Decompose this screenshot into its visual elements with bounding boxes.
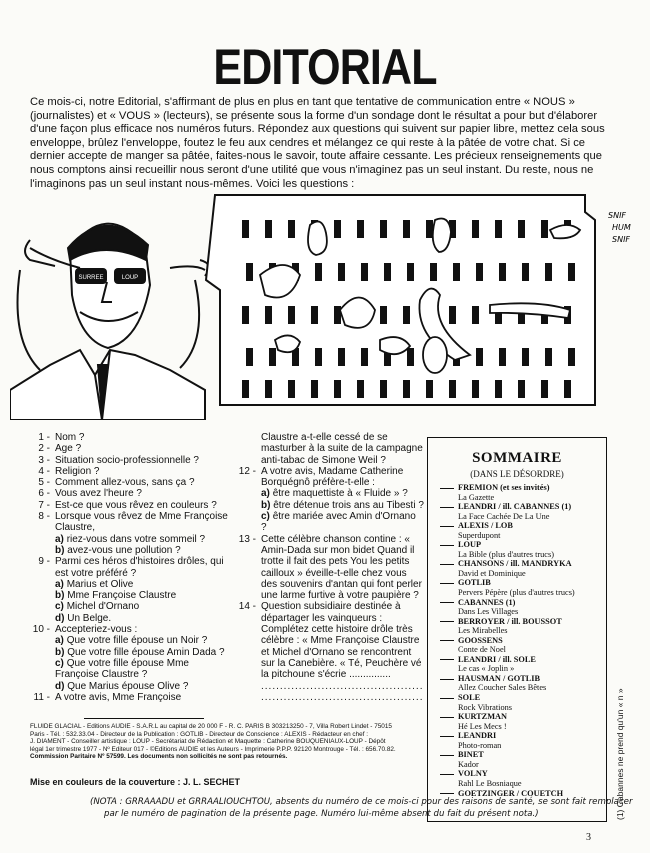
entry-work: La Gazette	[458, 492, 495, 502]
question-number: 4 -	[38, 465, 50, 477]
vertical-footnote-text: (1) Cabannes ne prend qu'un « n »	[615, 688, 625, 820]
question-item	[234, 534, 424, 602]
wall-hole	[269, 348, 276, 366]
question-number: 2 -	[38, 443, 50, 455]
wall-hole	[265, 380, 272, 398]
entry-work: Superdupont	[458, 530, 501, 540]
entry-author: FREMION (et ses invités)	[458, 483, 550, 492]
question-number: 11 -	[33, 691, 50, 703]
wall-hole	[311, 380, 318, 398]
wall-hole	[380, 380, 387, 398]
wall-hole	[265, 306, 272, 324]
question-number: 1 -	[38, 432, 50, 443]
question-item	[234, 466, 424, 534]
intro-line: enveloppe, brûlez l'enveloppe, foutez le feu aux cendres et mélangez ce qui reste à la pâtée de votre chat. Si ce	[30, 136, 586, 149]
sommaire-entry	[428, 693, 606, 703]
answer-dotted-line: ...........................................	[261, 691, 424, 703]
wall-hole	[265, 220, 272, 238]
wall-hole	[518, 220, 525, 238]
question-item	[28, 477, 233, 488]
question-option	[55, 647, 233, 658]
question-text: Comment allez-vous, sans ça ?	[55, 477, 195, 489]
question-item	[28, 556, 233, 624]
wall-hole	[522, 348, 529, 366]
sommaire-entry	[428, 540, 606, 550]
wall-hole	[407, 263, 414, 281]
entry-author: SOLE	[458, 693, 481, 703]
option-text: Mme Françoise Claustre	[67, 590, 177, 602]
wall-hole	[361, 263, 368, 281]
wall-hole	[568, 348, 575, 366]
question-number: 6 -	[38, 488, 50, 500]
entry-work: Allez Coucher Sales Bêtes	[458, 683, 547, 693]
question-option	[261, 500, 424, 511]
entry-dash	[440, 621, 454, 622]
question-text: Lorsque vous rêvez de Mme Françoise Claustre,	[55, 511, 228, 534]
option-text: être détenue trois ans au Tibesti ?	[273, 499, 424, 511]
wall-hole	[499, 263, 506, 281]
page-title: EDITORIAL	[213, 39, 437, 95]
question-text: Situation socio-professionnelle ?	[55, 454, 199, 466]
question-text: Parmi ces héros d'histoires drôles, qui est votre préféré ?	[55, 556, 224, 579]
question-text: Age ?	[55, 443, 82, 455]
divider	[84, 718, 204, 719]
entry-author: LEANDRI	[458, 731, 497, 741]
question-text: Cette célèbre chanson contine : « Amin-Dada sur mon bidet Quand il trotte il fait des pets You les petits cailloux » éveille-t-elle chez vous des souvenirs d'antan qui font perler une larme furtive à votre paupière ?	[261, 533, 422, 602]
question-number: 10 -	[32, 624, 50, 636]
intro-line: Ce mois-ci, notre Editorial, s'affirmant de plus en plus en tant que tentative de communication entre « NOUS »	[30, 96, 575, 108]
wall-hole	[568, 263, 575, 281]
question-item	[28, 500, 233, 511]
wall-hole	[242, 220, 249, 238]
wall-hole	[472, 220, 479, 238]
question-number: 12 -	[238, 465, 256, 477]
option-text: Que votre fille épouse Mme Françoise Claustre ?	[55, 657, 189, 681]
question-text: Accepteriez-vous :	[55, 624, 138, 636]
question-number: 3 -	[38, 454, 50, 466]
wall-hole	[242, 380, 249, 398]
wall-hole	[476, 348, 483, 366]
note-line: par le numéro de pagination de la présente page. Numéro lui-même absent du fait du présent nota.)	[104, 809, 539, 819]
wall-hole	[246, 263, 253, 281]
wall-hole	[449, 380, 456, 398]
wall-hole	[522, 263, 529, 281]
entry-author: KURTZMAN	[458, 712, 508, 722]
sommaire-entry	[428, 502, 606, 512]
entry-work: Rock Vibrations	[458, 702, 512, 712]
sommaire-list	[428, 483, 606, 798]
entry-dash	[440, 583, 454, 584]
entry-author: ALEXIS / LOB	[458, 521, 513, 531]
option-text: Marius et Olive	[66, 578, 134, 590]
option-letter: d)	[55, 680, 65, 692]
wall-hole	[311, 306, 318, 324]
sommaire-entry	[428, 578, 606, 588]
entry-dash	[440, 698, 454, 699]
question-option	[55, 545, 233, 556]
entry-dash	[440, 507, 454, 508]
question-text: Nom ?	[55, 432, 85, 443]
cartoon-man	[10, 224, 209, 420]
sniff-text: SNIF	[612, 235, 631, 244]
note-line: (NOTA : GRRAAADU et GRRAALIOUCHTOU, absents du numéro de ce mois-ci pour des raisons de santé, se sont fait remplacer	[90, 797, 633, 807]
wall-hole	[430, 263, 437, 281]
wall-hole	[545, 348, 552, 366]
intro-line: l'imaginons pas un seul instant nous-mêmes. Voici les questions :	[30, 177, 355, 190]
question-option	[55, 579, 233, 590]
wall-hole	[361, 348, 368, 366]
wall-hole	[495, 220, 502, 238]
question-item	[28, 443, 233, 454]
question-item	[234, 432, 424, 466]
option-text: Que votre fille épouse Amin Dada ?	[67, 646, 225, 658]
sommaire-subtitle: (DANS LE DÉSORDRE)	[470, 469, 564, 479]
wall-hole	[564, 380, 571, 398]
intro-line: (journalistes) et « VOUS » (lecteurs), se présente sous la forme d'un sondage dont le résultat a pour but d'élaborer	[30, 109, 598, 122]
entry-dash	[440, 488, 454, 489]
handwritten-note	[90, 796, 633, 820]
entry-dash	[440, 602, 454, 603]
wall-hole	[357, 220, 364, 238]
sommaire-entry	[428, 559, 606, 569]
sommaire-entry	[428, 655, 606, 665]
cartoon-illustration	[10, 190, 640, 420]
sommaire-entry	[428, 598, 606, 608]
intro-line: d'une façon plus efficace nos numéros futurs. Répondez aux questions qui suivent sur papier libre, mettez cela sous	[30, 123, 605, 136]
entry-author: HAUSMAN / GOTLIB	[458, 673, 541, 683]
question-item	[28, 455, 233, 466]
imprint-line: J. DIAMENT - Conseiller artistique : LOUP - Secrétariat de Rédaction et Maquette : Catherine BOUQUENIAUX-LOUP - Dépôt	[30, 738, 386, 745]
entry-work: Le cas « Joplin »	[458, 664, 515, 674]
wall-hole	[495, 380, 502, 398]
wall-hole	[357, 380, 364, 398]
wall-hole	[403, 220, 410, 238]
glasses-left-label: SURREE	[78, 275, 104, 281]
entry-dash	[440, 545, 454, 546]
question-item	[28, 692, 233, 703]
entry-dash	[440, 526, 454, 527]
question-option	[55, 590, 233, 601]
question-number: 5 -	[38, 477, 50, 489]
sniff-text: SNIF	[608, 211, 627, 220]
option-letter: b)	[55, 590, 65, 602]
wall-hole	[426, 380, 433, 398]
entry-work: Pervers Pépère (plus d'autres trucs)	[458, 588, 575, 598]
wall-hole	[545, 263, 552, 281]
option-text: riez-vous dans votre sommeil ?	[66, 533, 206, 545]
sommaire-box	[427, 437, 607, 822]
question-item	[28, 432, 233, 443]
question-option	[55, 601, 233, 612]
wall-hole	[384, 263, 391, 281]
entry-dash	[440, 640, 454, 641]
entry-author: CHANSONS / ill. MANDRYKA	[458, 559, 572, 569]
entry-work: Kador	[458, 759, 479, 769]
wall-hole	[453, 263, 460, 281]
question-number: 8 -	[38, 511, 50, 523]
question-option	[261, 511, 424, 534]
option-text: être maquettiste à « Fluide » ?	[272, 488, 408, 500]
entry-dash	[440, 755, 454, 756]
vertical-footnote	[615, 630, 629, 820]
entry-dash	[440, 659, 454, 660]
sommaire-entry	[428, 617, 606, 627]
question-option	[261, 488, 424, 499]
wall-hole	[380, 220, 387, 238]
entry-dash	[440, 717, 454, 718]
entry-work: La Face Cachée De La Une	[458, 511, 550, 521]
entry-author: BINET	[458, 750, 484, 760]
wall-hole	[541, 220, 548, 238]
entry-author: LEANDRI / ill. CABANNES (1)	[458, 502, 572, 512]
imprint-line: FLUIDE GLACIAL - Editions AUDIE - S.A.R.L au capital de 20 000 F - R. C. PARIS B 303213250 - 7, Villa Robert Lindet - 75015	[30, 723, 392, 730]
wall-hole	[472, 306, 479, 324]
imprint-line: légal 1er trimestre 1977 - Nº Editeur 017 - ©Editions AUDIE et les Auteurs - Imprimerie P.P.P. 92120 Montrouge - Tél. : 656.70.82.	[30, 745, 396, 753]
option-letter: d)	[55, 612, 65, 624]
option-letter: a)	[261, 488, 270, 500]
option-letter: c)	[261, 511, 270, 523]
entry-author: GOETZINGER / COUETCH	[458, 788, 564, 798]
entry-dash	[440, 564, 454, 565]
option-letter: a)	[55, 578, 64, 590]
question-item	[28, 511, 233, 556]
wall-hole	[288, 380, 295, 398]
entry-work: La Bible (plus d'autres trucs)	[458, 549, 554, 559]
option-text: Que votre fille épouse un Noir ?	[66, 635, 208, 647]
question-text: A votre avis, Mme Françoise	[55, 691, 182, 703]
question-text: A votre avis, Madame Catherine Borquégnô préfère-t-elle :	[261, 465, 404, 489]
question-option	[55, 635, 233, 646]
wall-hole	[476, 263, 483, 281]
wall-hole	[288, 220, 295, 238]
imprint-line: Commission Paritaire Nº 57599. Les documents non sollicités ne sont pas retournés.	[30, 753, 288, 760]
wall-hole	[403, 380, 410, 398]
option-letter: b)	[55, 544, 65, 556]
sommaire-entry	[428, 712, 606, 722]
intro-line: nous comptons ainsi recueillir nous seront d'une utilité que vous n'imaginez pas un seul instant. Du reste, nous ne	[30, 163, 594, 176]
entry-work: Dans Les Villages	[458, 607, 519, 617]
entry-author: LOUP	[458, 540, 482, 550]
sniff-text: HUM	[612, 223, 631, 232]
option-text: Que Marius épouse Olive ?	[67, 680, 189, 692]
wall-hole	[334, 220, 341, 238]
entry-dash	[440, 793, 454, 794]
sommaire-entry	[428, 674, 606, 684]
question-number: 9 -	[38, 556, 50, 568]
wall-hole	[472, 380, 479, 398]
wall-hole	[288, 306, 295, 324]
imprint-block	[30, 723, 415, 761]
question-option	[55, 534, 233, 545]
wall-hole	[334, 380, 341, 398]
option-text: être mariée avec Amin d'Ornano ?	[261, 511, 416, 534]
question-text: Religion ?	[55, 465, 100, 477]
entry-work: Rahl Le Bosniaque	[458, 778, 522, 788]
question-number: 13 -	[238, 533, 256, 545]
option-text: avez-vous une pollution ?	[67, 544, 181, 556]
entry-work: Les Mirabelles	[458, 626, 508, 636]
sommaire-entry	[428, 483, 606, 493]
entry-author: CABANNES (1)	[458, 597, 516, 607]
option-letter: c)	[55, 657, 64, 669]
question-item	[234, 601, 424, 680]
entry-work: Photo-roman	[458, 740, 502, 750]
wall-hole	[246, 348, 253, 366]
option-text: Un Belge.	[67, 612, 112, 624]
intro-paragraph	[30, 96, 620, 191]
option-text: Michel d'Ornano	[66, 601, 140, 613]
sommaire-entry	[428, 750, 606, 760]
entry-work: Conte de Noel	[458, 645, 506, 655]
question-number: 14 -	[238, 601, 256, 613]
wall-hole	[242, 306, 249, 324]
intro-line: dernier accepte de manger sa pâtée, faites-nous le savoir, toute affaire cessante. Les précieux renseignements que	[30, 150, 602, 163]
holes-wall	[206, 195, 595, 405]
wall-hole	[380, 306, 387, 324]
question-option	[55, 658, 233, 681]
entry-work: Hé Les Mecs !	[458, 721, 507, 731]
wall-hole	[403, 306, 410, 324]
page-number: 3	[586, 832, 591, 843]
question-text: Est-ce que vous rêvez en couleurs ?	[55, 499, 217, 511]
wall-hole	[338, 263, 345, 281]
option-letter: a)	[55, 533, 64, 545]
answer-dotted-line: ...........................................	[261, 680, 424, 692]
wall-hole	[499, 348, 506, 366]
wall-hole	[541, 380, 548, 398]
entry-dash	[440, 774, 454, 775]
option-letter: b)	[261, 499, 271, 511]
sommaire-entry	[428, 731, 606, 741]
question-option	[55, 613, 233, 624]
entry-author: BERROYER / ill. BOUSSOT	[458, 616, 562, 626]
entry-dash	[440, 679, 454, 680]
question-text: Claustre a-t-elle cessé de se masturber à la suite de la campagne anti-tabac de Simone Weil ?	[261, 432, 423, 466]
questions-column-2	[234, 432, 424, 703]
questions-column-1	[28, 432, 233, 703]
sommaire-title: SOMMAIRE	[472, 450, 562, 466]
sommaire-entry	[428, 769, 606, 779]
wall-hole	[407, 348, 414, 366]
option-letter: b)	[55, 646, 65, 658]
glasses-right-label: LOUP	[121, 275, 139, 281]
question-item	[28, 624, 233, 692]
entry-author: GOOSSENS	[458, 635, 503, 645]
wall-hole	[315, 263, 322, 281]
wall-hole	[449, 306, 456, 324]
option-letter: c)	[55, 601, 64, 613]
question-text: Question subsidiaire destinée à départager les vainqueurs : Complétez cette histoire drôle très célèbre : « Mme Françoise Claustre et Michel d'Ornano se rencontrent sur la Canebière. « Té, Peuchère vé la pitchoune s'écrie ...............	[261, 601, 422, 681]
wall-hole	[338, 348, 345, 366]
question-item	[28, 466, 233, 477]
sommaire-entry	[428, 521, 606, 531]
option-letter: a)	[55, 635, 64, 647]
entry-work: David et Dominique	[458, 568, 526, 578]
cover-credit: Mise en couleurs de la couverture : J. L. SECHET	[30, 777, 241, 787]
question-text: Vous avez l'heure ?	[55, 488, 142, 500]
wall-hole	[315, 348, 322, 366]
entry-dash	[440, 736, 454, 737]
imprint-line: Paris - Tél. : 532.33.04 - Directeur de la Publication : GOTLIB - Directeur de Conscience : ALEXIS - Rédacteur en chef :	[30, 730, 369, 738]
wall-hole	[518, 380, 525, 398]
entry-author: VOLNY	[458, 769, 488, 779]
question-option	[55, 681, 233, 692]
question-item	[28, 488, 233, 499]
entry-author: GOTLIB	[458, 578, 491, 588]
question-number: 7 -	[38, 499, 50, 511]
sommaire-entry	[428, 636, 606, 646]
entry-author: LEANDRI / ill. SOLE	[458, 654, 536, 664]
